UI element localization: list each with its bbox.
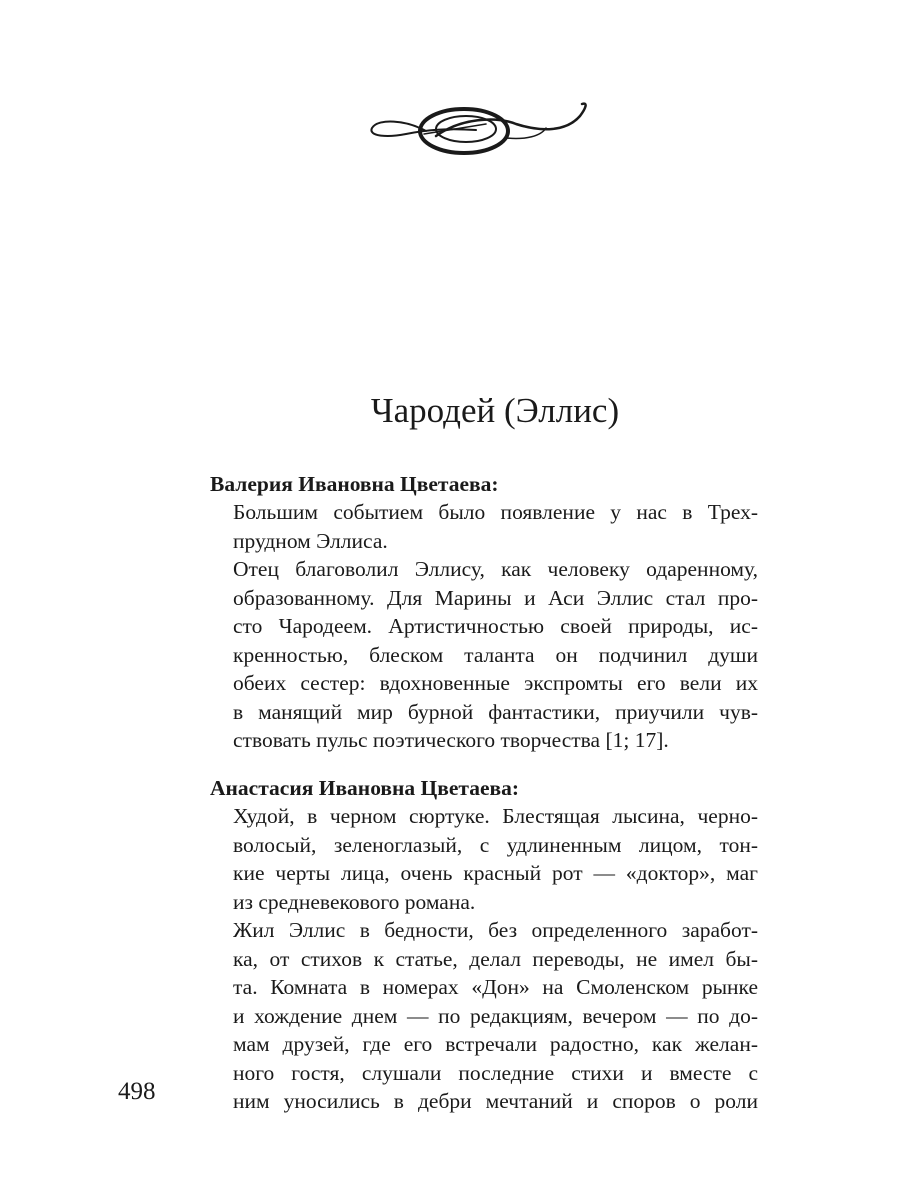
- flourish-ornament-icon: [366, 98, 592, 160]
- paragraph: [233, 802, 758, 916]
- text-line: ним уносились в дебри мечтаний и споров о роли: [233, 1089, 758, 1113]
- text-line: обеих сестер: вдохновенные экспромты его вели их: [233, 671, 758, 695]
- text-line: Отец благоволил Эллису, как человеку одаренному,: [233, 557, 758, 581]
- text-line: сто Чародеем. Артистичностью своей природы, ис-: [233, 614, 758, 638]
- text-line: волосый, зеленоглазый, с удлиненным лицом, тон-: [233, 832, 758, 857]
- text-line: Жил Эллис в бедности, без определенного заработ-: [233, 918, 758, 942]
- text-line: кренностью, блеском таланта он подчинил души: [233, 642, 758, 667]
- text-line: Большим событием было появление у нас в Трех-: [233, 500, 758, 524]
- speaker-name: Анастасия Ивановна Цветаева:: [210, 776, 520, 800]
- text-line: ствовать пульс поэтического творчества [1; 17].: [233, 728, 669, 752]
- quote-section-2: [210, 774, 758, 1116]
- text-line: образованному. Для Марины и Аси Эллис стал про-: [233, 585, 758, 610]
- text-line: и хождение днем — по редакциям, вечером — по до-: [233, 1003, 758, 1028]
- text-line: ного гостя, слушали последние стихи и вместе с: [233, 1060, 758, 1085]
- quote-section-1: [210, 470, 758, 755]
- paragraph: [233, 498, 758, 555]
- text-line: в манящий мир бурной фантастики, приучили чув-: [233, 699, 758, 724]
- text-line: ка, от стихов к статье, делал переводы, не имел бы-: [233, 946, 758, 971]
- text-line: прудном Эллиса.: [233, 528, 388, 553]
- text-line: кие черты лица, очень красный рот — «доктор», маг: [233, 861, 758, 885]
- text-line: Худой, в черном сюртуке. Блестящая лысина, черно-: [233, 804, 758, 828]
- text-line: та. Комната в номерах «Дон» на Смоленском рынке: [233, 975, 758, 999]
- speaker-name: Валерия Ивановна Цветаева:: [210, 472, 499, 496]
- paragraph: [233, 555, 758, 755]
- paragraph: [233, 916, 758, 1116]
- page-number: 498: [118, 1078, 156, 1105]
- text-line: из средневекового романа.: [233, 889, 476, 914]
- chapter-title: Чародей (Эллис): [370, 391, 620, 430]
- text-line: мам друзей, где его встречали радостно, как желан-: [233, 1032, 758, 1056]
